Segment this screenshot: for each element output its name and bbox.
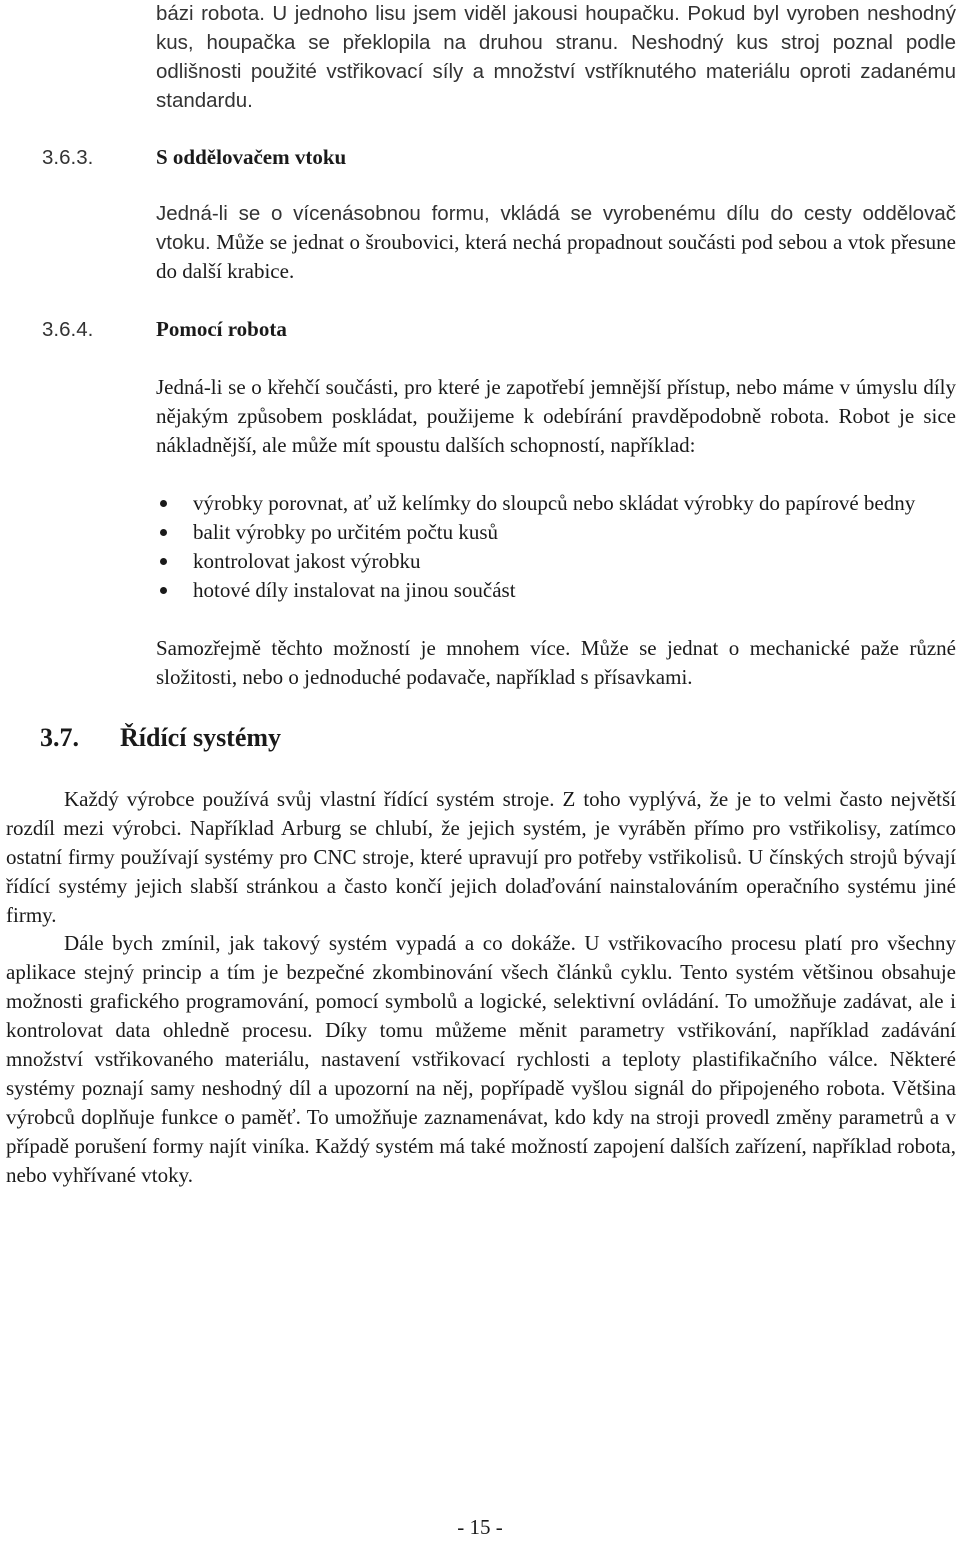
bullet-icon	[160, 500, 167, 507]
section-number: 3.6.4.	[42, 318, 94, 341]
section-3-6-3-paragraph	[156, 199, 956, 286]
section-title: Pomocí robota	[156, 317, 287, 341]
section-3-7-paragraph-2: Dále bych zmínil, jak takový systém vypadá a co dokáže. U vstřikovacího procesu platí pro všechny aplikace stejný princip a tím je bezpečné zkombinování všech článků cyklu. Tento systém většinou obsahuje možnosti grafického programování, pomocí symbolů a logické, selektivní ovládání. To umožňuje zadávat, ale i kontrolovat data ohledně procesu. Díky tomu můžeme měnit parametry vstřikování, například zadávání množství vstřikovaného materiálu, nastavení vstřikovací rychlosti a teploty plastifikačního válce. Některé systémy poznají samy neshodný díl a upozorní na něj, popřípadě vyšlou signál do připojeného robota. Většina výrobců doplňuje funkce o paměť. To umožňuje zaznamenávat, kdo kdy na stroji provedl změny parametrů a v případě porušení formy najít viníka. Každý systém má také možností zapojení dalších zařízení, například robota, nebo vyhřívané vtoky.	[6, 931, 956, 1187]
list-item-text: výrobky porovnat, ať už kelímky do sloupců nebo skládat výrobky do papírové bedny	[193, 491, 916, 515]
list-item	[156, 547, 956, 576]
list-item	[156, 518, 956, 547]
bullet-icon	[160, 529, 167, 536]
section-3-6-4-intro: Jedná-li se o křehčí součásti, pro které je zapotřebí jemnější přístup, nebo máme v úmyslu díly nějakým způsobem poskládat, použijeme k odebírání pravděpodobně robota. Robot je sice nákladnější, ale může mít spoustu dalších schopností, například:	[156, 375, 956, 457]
list-item	[156, 489, 956, 518]
paragraph-sans-part: Jedná-li se o vícenásobnou formu, vkládá se vyrobenému dílu do cesty oddělovač vtoku.	[156, 202, 956, 254]
section-title: S oddělovačem vtoku	[156, 145, 347, 169]
section-heading-3-7	[40, 722, 740, 754]
list-item	[156, 576, 956, 605]
section-heading-3-6-4	[42, 315, 742, 344]
list-item-text: hotové díly instalovat na jinou součást	[193, 578, 516, 602]
list-item-text: balit výrobky po určitém počtu kusů	[193, 520, 499, 544]
section-number: 3.7.	[40, 723, 79, 752]
bullet-icon	[160, 587, 167, 594]
section-heading-3-6-3	[42, 143, 742, 172]
page-number: - 15 -	[457, 1515, 503, 1539]
section-title: Řídící systémy	[120, 723, 282, 752]
bullet-icon	[160, 558, 167, 565]
section-3-6-4-closing: Samozřejmě těchto možností je mnohem více. Může se jednat o mechanické paže různé složitosti, nebo o jednoduché podavače, například s přísavkami.	[156, 636, 956, 689]
paragraph-serif-part: Může se jednat o šroubovici, která nechá propadnout součásti pod sebou a vtok přesune do další krabice.	[156, 230, 957, 283]
section-number: 3.6.3.	[42, 146, 94, 169]
continuation-paragraph: bázi robota. U jednoho lisu jsem viděl jakousi houpačku. Pokud byl vyroben neshodný kus, houpačka se překlopila na druhou stranu. Neshodný kus stroj poznal podle odlišnosti použité vstřikovací síly a množství vstříknutého materiálu oproti zadanému standardu.	[156, 2, 956, 112]
list-item-text: kontrolovat jakost výrobku	[193, 549, 421, 573]
capabilities-list	[156, 489, 956, 605]
section-3-7-paragraph-1: Každý výrobce používá svůj vlastní řídící systém stroje. Z toho vyplývá, že je to velmi často největší rozdíl mezi výrobci. Například Arburg se chlubí, že jejich systém, je vyráběn přímo pro vstřikolisy, zatímco ostatní firmy používají systémy pro CNC stroje, které upravují pro potřeby vstřikolisů. U čínských strojů bývají řídící systémy jejich slabší stránkou a často končí jejich dolaďování nainstalováním operačního systému jiné firmy.	[6, 787, 956, 927]
